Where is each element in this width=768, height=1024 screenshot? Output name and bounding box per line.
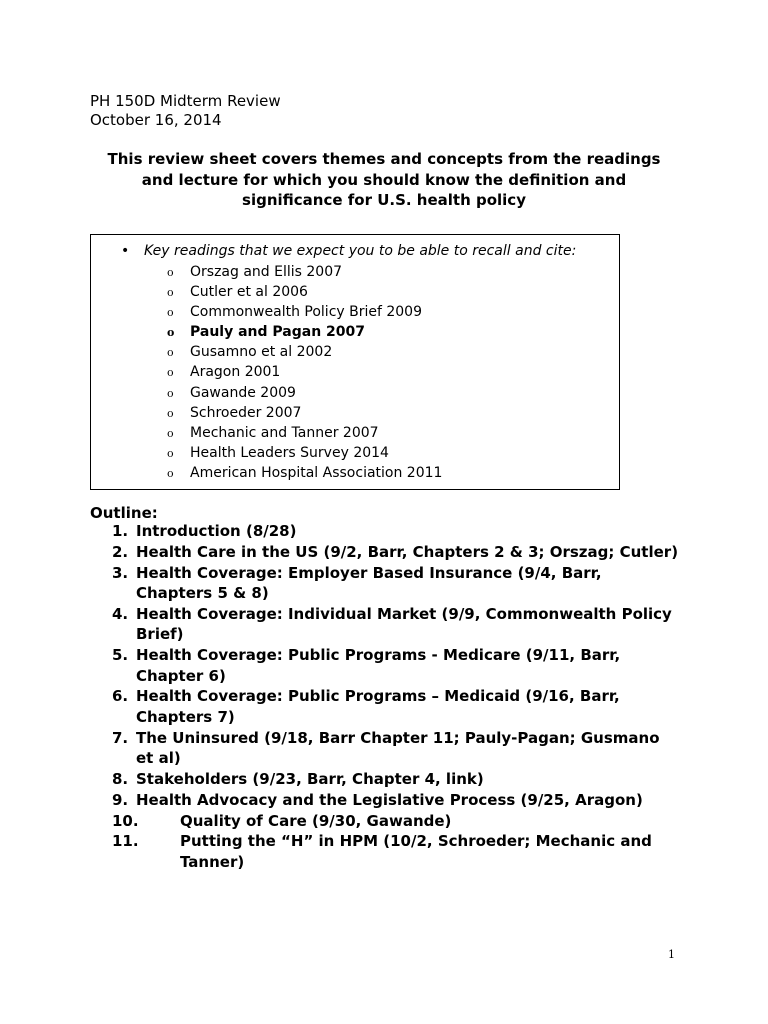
outline-item bbox=[90, 542, 680, 563]
reading-item bbox=[167, 403, 442, 423]
outline-item-number: 4. bbox=[112, 604, 129, 623]
sub-bullet-icon: o bbox=[167, 346, 174, 360]
outline-item-text: Health Coverage: Employer Based Insurance (9/4, Barr, Chapters 5 & 8) bbox=[136, 563, 602, 603]
reading-item bbox=[167, 322, 442, 342]
sub-bullet-icon: o bbox=[167, 446, 174, 460]
reading-item-text: American Hospital Association 2011 bbox=[190, 464, 443, 481]
outline-item bbox=[90, 769, 680, 790]
reading-item bbox=[167, 423, 442, 443]
page-number: 1 bbox=[668, 948, 675, 961]
key-readings-heading bbox=[121, 242, 576, 260]
outline-item bbox=[90, 604, 680, 645]
outline-item-number: 6. bbox=[112, 687, 129, 706]
outline-item bbox=[90, 728, 680, 769]
outline-item-text: Health Advocacy and the Legislative Process (9/25, Aragon) bbox=[136, 790, 643, 809]
outline-item-text: Putting the “H” in HPM (10/2, Schroeder; Mechanic and Tanner) bbox=[180, 832, 652, 871]
outline-item-text: Stakeholders (9/23, Barr, Chapter 4, link) bbox=[136, 770, 484, 789]
outline-item-text: Health Coverage: Public Programs - Medicare (9/11, Barr, Chapter 6) bbox=[136, 646, 621, 685]
bullet-icon: • bbox=[121, 243, 130, 259]
reading-item-text: Gawande 2009 bbox=[190, 384, 296, 401]
sub-bullet-icon: o bbox=[167, 366, 174, 380]
outline-item bbox=[90, 790, 680, 811]
reading-item bbox=[167, 362, 442, 382]
sub-bullet-icon: o bbox=[167, 266, 174, 279]
outline-item bbox=[90, 811, 680, 832]
outline-item-text: Introduction (8/28) bbox=[136, 522, 297, 540]
reading-item-text: Schroeder 2007 bbox=[190, 404, 302, 421]
outline-item-text: The Uninsured (9/18, Barr Chapter 11; Pauly-Pagan; Gusmano et al) bbox=[136, 728, 660, 768]
outline-heading: Outline: bbox=[90, 504, 158, 522]
sub-bullet-icon: o bbox=[167, 326, 175, 340]
reading-item-text: Cutler et al 2006 bbox=[190, 284, 308, 301]
document-date: October 16, 2014 bbox=[90, 111, 222, 129]
reading-item-text: Orszag and Ellis 2007 bbox=[190, 264, 343, 280]
outline-item-number: 2. bbox=[112, 542, 129, 561]
outline-list bbox=[90, 521, 680, 873]
reading-item bbox=[167, 262, 442, 282]
outline-item-number: 1. bbox=[112, 522, 129, 540]
outline-item-text: Health Coverage: Individual Market (9/9, Commonwealth Policy Brief) bbox=[136, 604, 672, 644]
outline-item-number: 10. bbox=[112, 811, 139, 830]
reading-item-text: Health Leaders Survey 2014 bbox=[190, 444, 389, 461]
sub-bullet-icon: o bbox=[167, 306, 174, 320]
key-readings-heading-text: Key readings that we expect you to be able to recall and cite: bbox=[144, 243, 577, 259]
key-readings-box bbox=[90, 234, 620, 490]
reading-item-text: Commonwealth Policy Brief 2009 bbox=[190, 304, 422, 321]
outline-item bbox=[90, 831, 680, 872]
outline-item-text: Health Care in the US (9/2, Barr, Chapters 2 & 3; Orszag; Cutler) bbox=[136, 542, 679, 561]
reading-item-text: Aragon 2001 bbox=[190, 364, 281, 381]
reading-item-text: Mechanic and Tanner 2007 bbox=[190, 424, 379, 441]
reading-item bbox=[167, 302, 442, 322]
outline-item-number: 5. bbox=[112, 646, 129, 665]
outline-item-number: 11. bbox=[112, 832, 139, 851]
reading-item bbox=[167, 463, 442, 483]
sub-bullet-icon: o bbox=[167, 466, 174, 480]
intro-paragraph: This review sheet covers themes and concepts from the readings and lecture for which you should know the definition and significance for U.S. health policy bbox=[107, 150, 661, 209]
outline-item-number: 8. bbox=[112, 770, 129, 789]
sub-bullet-icon: o bbox=[167, 386, 174, 400]
outline-item bbox=[90, 645, 680, 686]
outline-item-number: 9. bbox=[112, 790, 129, 809]
outline-item-text: Health Coverage: Public Programs – Medicaid (9/16, Barr, Chapters 7) bbox=[136, 687, 620, 726]
reading-item bbox=[167, 443, 442, 463]
outline-item bbox=[90, 563, 680, 604]
sub-bullet-icon: o bbox=[167, 426, 174, 440]
outline-item-text: Quality of Care (9/30, Gawande) bbox=[180, 811, 452, 830]
outline-item bbox=[90, 686, 680, 727]
outline-item bbox=[90, 521, 680, 542]
document-header bbox=[90, 92, 281, 130]
reading-item-text: Pauly and Pagan 2007 bbox=[190, 324, 366, 341]
sub-bullet-icon: o bbox=[167, 286, 174, 300]
sub-bullet-icon: o bbox=[167, 406, 174, 420]
document-title: PH 150D Midterm Review bbox=[90, 92, 281, 110]
key-readings-list bbox=[167, 262, 442, 483]
reading-item bbox=[167, 342, 442, 362]
reading-item bbox=[167, 383, 442, 403]
reading-item bbox=[167, 282, 442, 302]
outline-item-number: 3. bbox=[112, 563, 129, 582]
outline-item-number: 7. bbox=[112, 728, 129, 747]
reading-item-text: Gusamno et al 2002 bbox=[190, 344, 333, 361]
